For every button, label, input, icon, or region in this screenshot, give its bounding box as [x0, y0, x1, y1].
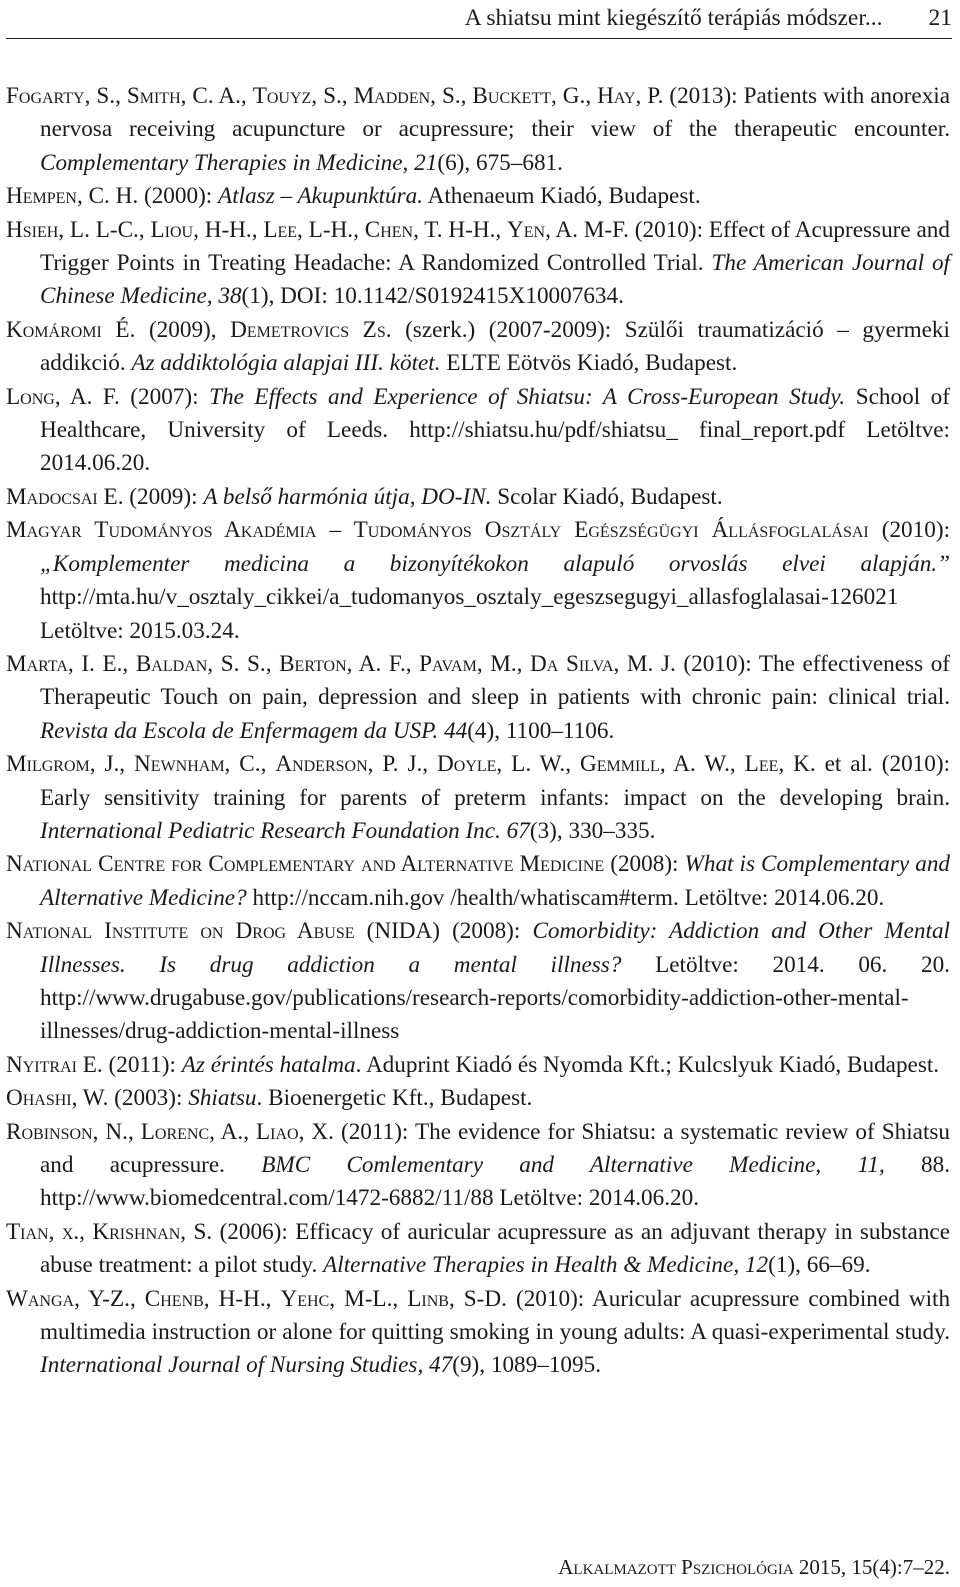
reference-entry: [6, 381, 950, 481]
reference-author: Long, A. F.: [6, 383, 120, 410]
reference-text: (9), 1089–1095.: [452, 1352, 602, 1379]
running-title: A shiatsu mint kiegészítő terápiás módszer...: [464, 5, 883, 31]
reference-text: ,: [422, 751, 438, 778]
reference-author: Berton, A. F.: [279, 650, 406, 677]
reference-text: ,: [240, 83, 253, 109]
reference-text: ,: [119, 751, 135, 778]
reference-text: (2010): The effectiveness of Therapeutic Touch on pain, depression and sleep in patients with chronic pain: clinical trial.: [40, 650, 951, 711]
reference-title: Comorbidity: Addiction and Other Mental Illnesses. Is drug addiction a mental illness?: [40, 918, 950, 978]
reference-author: National Centre for Complementary and Alternative Medicine: [6, 851, 605, 878]
reference-author: Newnham, C.: [134, 751, 261, 778]
reference-title: BMC Comlementary and Alternative Medicine, 11,: [261, 1152, 885, 1178]
reference-text: (2000):: [138, 183, 219, 210]
reference-author: Lee, K.: [744, 751, 816, 778]
reference-text: ,: [251, 216, 264, 243]
reference-entry: [6, 80, 950, 180]
reference-author: Liao, X.: [256, 1118, 334, 1145]
reference-text: (6), 675–681.: [437, 149, 563, 176]
reference-author: Gemmill, A. W.: [579, 751, 730, 778]
reference-text: 88. http://www.biomedcentral.com/1472-6882/11/88 Letöltve: 2014.06.20.: [40, 1152, 950, 1212]
reference-text: ,: [729, 751, 745, 778]
reference-title: Az addiktológia alapjai III. kötet.: [131, 350, 441, 377]
reference-author: Komáromi É.: [6, 316, 136, 343]
reference-entry: [6, 481, 950, 514]
reference-text: (NIDA) (2008):: [354, 918, 533, 945]
reference-text: et al. (2010): Early sensitivity training for parents of preterm infants: impact on the developing brain.: [40, 751, 951, 811]
reference-author: Milgrom, J.: [6, 751, 120, 778]
reference-author: Lorenc, A.: [140, 1118, 244, 1145]
reference-text: (2006): Efficacy of auricular acupressure as an adjuvant therapy in substance abuse treatment: a pilot study.: [40, 1218, 951, 1279]
reference-author: Da Silva, M. J.: [530, 650, 676, 677]
reference-author: Doyle, L. W.: [437, 751, 566, 778]
reference-title: What is Complementary and Alternative Medicine?: [40, 851, 951, 911]
reference-entry: [6, 648, 950, 748]
reference-entry: [6, 1216, 950, 1283]
reference-author: Madden, S.: [353, 83, 461, 109]
journal-name: Alkalmazott Pszichológia: [558, 1555, 794, 1579]
reference-author: Chenb, H-H.: [144, 1285, 266, 1312]
reference-text: (2011): The evidence for Shiatsu: a systematic review of Shiatsu and acupressure.: [40, 1118, 951, 1178]
reference-text: (2009):: [123, 483, 204, 510]
reference-text: (1), 66–69.: [768, 1252, 871, 1279]
reference-text: (2011):: [102, 1051, 182, 1078]
reference-text: ,: [243, 1118, 257, 1145]
reference-text: (2013): Patients with anorexia nervosa receiving acupuncture or acupressure; their view of the therapeutic encounter.: [40, 83, 951, 143]
reference-author: Pavam, M.: [419, 650, 517, 677]
reference-entry: [6, 514, 950, 648]
reference-entry: [6, 1049, 950, 1082]
reference-entry: [6, 180, 950, 213]
reference-author: Nyitrai E.: [6, 1051, 103, 1078]
reference-list: [6, 80, 950, 1383]
reference-text: ,: [115, 83, 127, 109]
reference-text: ,: [127, 1118, 141, 1145]
reference-author: Krishnan, S.: [92, 1218, 213, 1245]
reference-author: Yen, A. M-F.: [507, 216, 629, 243]
reference-title: Atlasz – Akupunktúra.: [218, 183, 424, 210]
reference-entry: [6, 848, 950, 915]
reference-text: (2003):: [108, 1085, 189, 1112]
reference-text: ,: [341, 83, 354, 109]
reference-text: ,: [353, 216, 365, 243]
page-number: 21: [928, 5, 952, 31]
reference-text: (2010): Auricular acupressure combined with multimedia instruction or alone for quitting smoking in young adults: A quasi-experimental study.: [40, 1285, 951, 1346]
reference-entry: [6, 214, 950, 314]
reference-text: ,: [516, 650, 531, 677]
reference-author: Fogarty, S.: [6, 83, 116, 109]
reference-text: ,: [495, 216, 507, 243]
reference-entry: [6, 1116, 950, 1216]
reference-text: ,: [392, 1285, 408, 1312]
reference-text: Athenaeum Kiadó, Budapest.: [423, 183, 701, 210]
reference-text: Letöltve: 2014. 06. 20. http://www.drugabuse.gov/publications/research-reports/comorbidity-addiction-other-mental-illnesses/drug-addiction-mental-illness: [40, 951, 950, 1045]
reference-author: Chen, T. H-H.: [364, 216, 496, 243]
journal-citation: 2015, 15(4):7–22.: [793, 1555, 950, 1579]
reference-title: „Komplementer medicina a bizonyítékokon alapuló orvoslás elvei alapján.”: [40, 550, 950, 577]
reference-author: Anderson, P. J.: [275, 751, 423, 778]
reference-text: ,: [265, 650, 280, 677]
reference-title: Alternative Therapies in Health & Medicine, 12: [323, 1252, 769, 1279]
reference-text: (3), 330–335.: [529, 817, 656, 844]
reference-entry: [6, 1082, 950, 1115]
running-header: [6, 4, 952, 39]
reference-author: Marta, I. E.: [6, 650, 123, 677]
reference-text: (2008):: [604, 851, 685, 878]
reference-title: International Pediatric Research Foundation Inc. 67: [40, 817, 530, 844]
reference-text: ,: [79, 1218, 93, 1245]
reference-text: ,: [260, 751, 276, 778]
reference-text: . Bioenergetic Kft., Budapest.: [256, 1085, 533, 1112]
reference-author: National Institute on Drog Abuse: [6, 918, 355, 945]
reference-text: ,: [565, 751, 580, 778]
reference-text: ELTE Eötvös Kiadó, Budapest.: [440, 350, 738, 377]
reference-title: Az érintés hatalma: [181, 1051, 356, 1078]
reference-text: (2010):: [868, 517, 951, 544]
reference-title: Shiatsu: [188, 1085, 257, 1112]
reference-author: Liou, H-H.: [150, 216, 252, 243]
reference-author: Magyar Tudományos Akadémia – Tudományos Osztály Egészségügyi Állásfoglalásai: [6, 517, 869, 544]
reference-text: ,: [129, 1285, 145, 1312]
reference-entry: [6, 314, 950, 381]
reference-author: Smith, C. A.: [126, 83, 241, 109]
reference-author: Madocsai E.: [6, 483, 124, 510]
reference-text: (4), 1100–1106.: [467, 717, 615, 744]
reference-author: Ohashi, W.: [6, 1085, 109, 1112]
reference-author: Yehc, M-L.: [280, 1285, 393, 1312]
reference-text: ,: [138, 216, 151, 243]
reference-text: ,: [585, 83, 598, 109]
reference-author: Hsieh, L. L-C.: [6, 216, 139, 243]
reference-author: Demetrovics Zs.: [230, 316, 392, 343]
reference-text: ,: [460, 83, 473, 109]
reference-title: Complementary Therapies in Medicine, 21: [40, 149, 438, 176]
reference-entry: [6, 1283, 950, 1383]
reference-text: (2010): Effect of Acupressure and Trigger Points in Treating Headache: A Randomized Controlled Trial.: [40, 216, 950, 277]
reference-text: ,: [122, 650, 136, 677]
reference-text: ,: [265, 1285, 281, 1312]
reference-entry: [6, 915, 950, 1049]
reference-author: Tian, x.: [6, 1218, 80, 1245]
reference-title: A belső harmónia útja, DO-IN.: [203, 483, 492, 510]
reference-text: ,: [405, 650, 420, 677]
reference-title: The Effects and Experience of Shiatsu: A Cross-European Study.: [209, 383, 846, 410]
reference-text: . Aduprint Kiadó és Nyomda Kft.; Kulcslyuk Kiadó, Budapest.: [355, 1051, 940, 1078]
reference-title: The American Journal of Chinese Medicine, 38: [40, 250, 950, 310]
reference-text: http://nccam.nih.gov /health/whatiscam#term. Letöltve: 2014.06.20.: [246, 884, 885, 911]
reference-entry: [6, 748, 950, 848]
reference-text: Scolar Kiadó, Budapest.: [491, 483, 723, 510]
reference-text: (1), DOI: 10.1142/S0192415X10007634.: [241, 283, 624, 310]
reference-author: Buckett, G.: [472, 83, 586, 109]
page-footer: [558, 1553, 950, 1581]
reference-title: Revista da Escola de Enfermagem da USP. 44: [40, 717, 468, 744]
reference-author: Linb, S-D.: [407, 1285, 507, 1312]
reference-text: School of Healthcare, University of Leeds. http://shiatsu.hu/pdf/shiatsu_ final_report.pdf Letöltve: 2014.06.20.: [40, 383, 950, 477]
reference-author: Lee, L-H.: [263, 216, 354, 243]
reference-author: Wanga, Y-Z.: [6, 1285, 130, 1312]
reference-author: Baldan, S. S.: [135, 650, 266, 677]
reference-text: http://mta.hu/v_osztaly_cikkei/a_tudomanyos_osztaly_egeszsegugyi_allasfoglalasai-126021 Letöltve: 2015.03.24.: [40, 584, 899, 644]
reference-author: Hempen, C. H.: [6, 183, 139, 210]
reference-author: Robinson, N.: [6, 1118, 128, 1145]
reference-text: (2007):: [119, 383, 210, 410]
reference-text: (szerk.) (2007-2009): Szülői traumatizáció – gyermeki addikció.: [40, 316, 950, 377]
reference-author: Hay, P.: [597, 83, 664, 109]
reference-title: International Journal of Nursing Studies, 47: [40, 1352, 453, 1379]
reference-author: Touyz, S.: [252, 83, 342, 109]
reference-text: (2009),: [135, 316, 231, 343]
